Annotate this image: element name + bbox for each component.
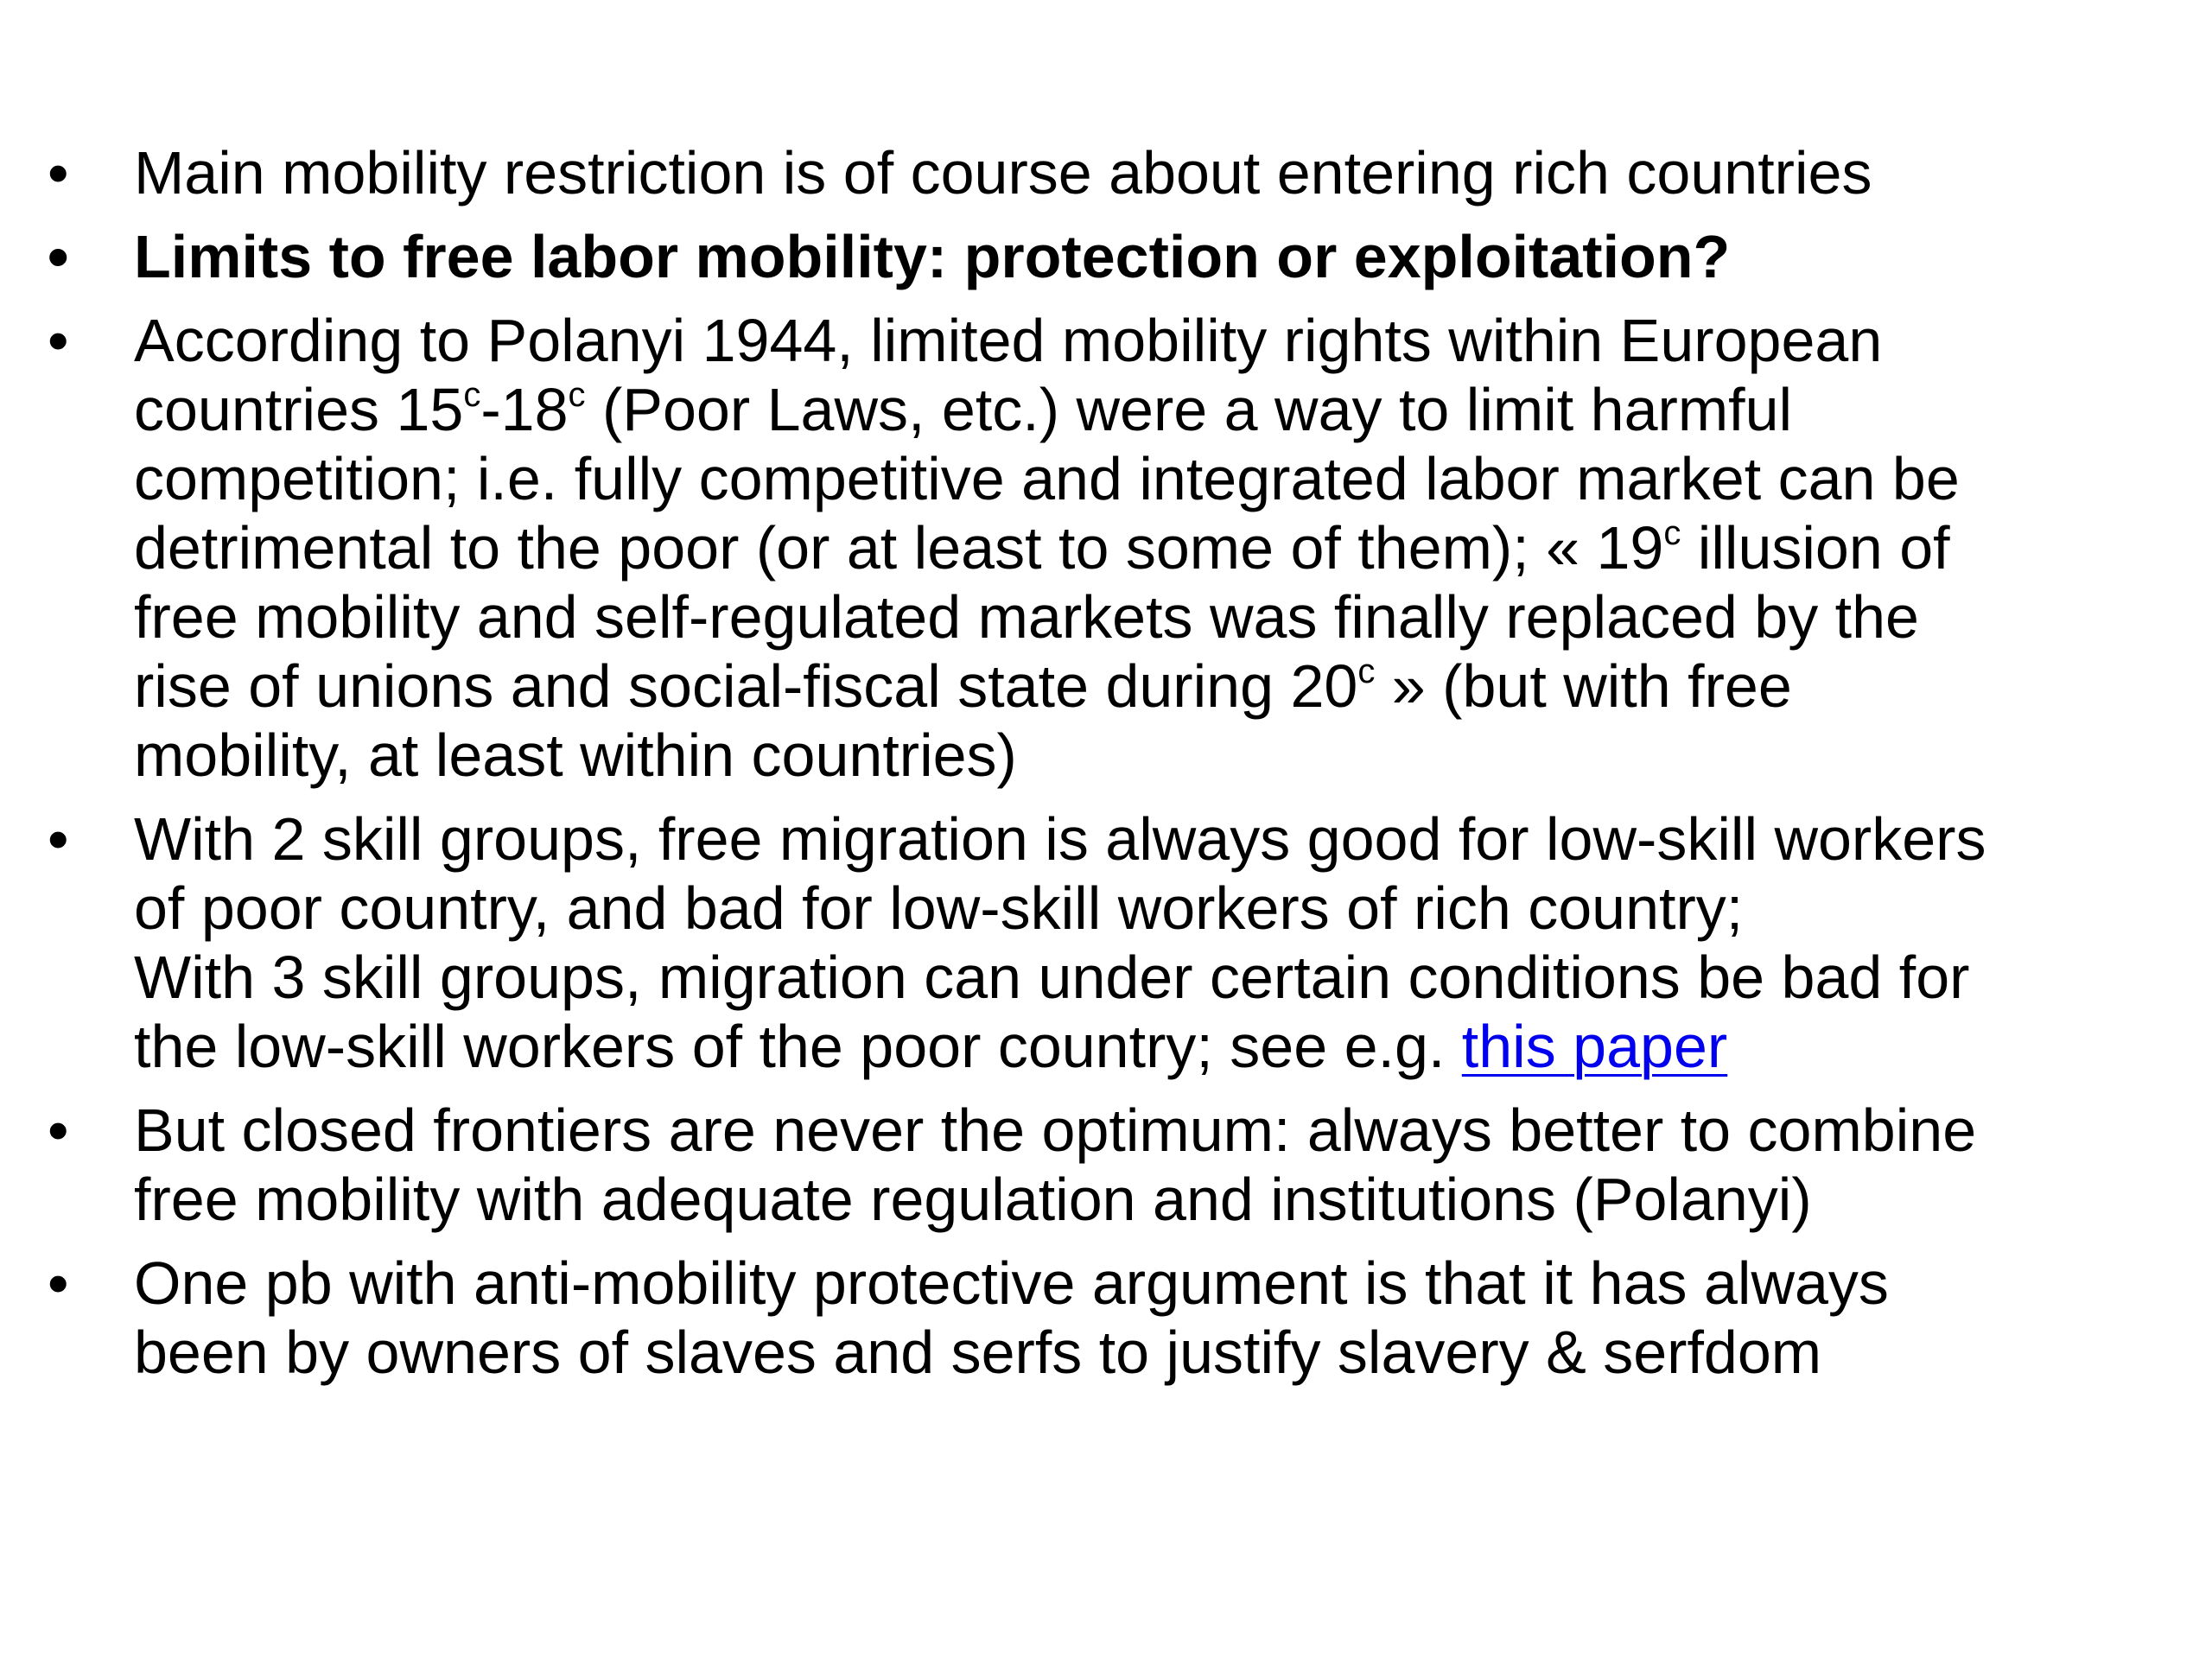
- text-span: illusion of: [1681, 514, 1950, 582]
- superscript: c: [1357, 652, 1376, 690]
- superscript: c: [1663, 514, 1681, 552]
- bullet-icon: •: [48, 1096, 69, 1164]
- bullet-icon: •: [48, 805, 69, 873]
- bullet-item-6: [48, 1249, 2173, 1387]
- bullet-list: [48, 138, 2173, 1402]
- bullet-line: [134, 652, 2173, 721]
- bullet-item-5: [48, 1096, 2173, 1234]
- bullet-icon: •: [48, 1249, 69, 1317]
- bullet-text-bold: Limits to free labor mobility: protection or exploitation?: [134, 223, 1731, 290]
- bullet-line: [134, 375, 2173, 444]
- bullet-line: With 2 skill groups, free migration is always good for low-skill workers: [134, 805, 1986, 873]
- this-paper-link[interactable]: this paper: [1461, 1013, 1728, 1080]
- superscript: c: [463, 376, 481, 414]
- bullet-icon: •: [48, 307, 69, 374]
- bullet-text: Main mobility restriction is of course about entering rich countries: [134, 139, 1872, 207]
- bullet-line: free mobility with adequate regulation and institutions (Polanyi): [134, 1166, 1812, 1233]
- text-span: (Poor Laws, etc.) were a way to limit harmful: [585, 376, 1793, 443]
- text-span: countries 15: [134, 376, 464, 443]
- bullet-line: One pb with anti-mobility protective argument is that it has always: [134, 1249, 1889, 1317]
- bullet-line: been by owners of slaves and serfs to justify slavery & serfdom: [134, 1319, 1822, 1386]
- bullet-line: [134, 1012, 2173, 1081]
- bullet-line: According to Polanyi 1944, limited mobility rights within European: [134, 307, 1883, 374]
- bullet-item-3: [48, 306, 2173, 790]
- bullet-line: free mobility and self-regulated markets was finally replaced by the: [134, 583, 1919, 651]
- bullet-line: With 3 skill groups, migration can under certain conditions be bad for: [134, 944, 1970, 1011]
- bullet-line: of poor country, and bad for low-skill workers of rich country;: [134, 874, 1744, 942]
- bullet-item-1: [48, 138, 2173, 207]
- bullet-icon: •: [48, 223, 69, 290]
- text-span: -18: [480, 376, 569, 443]
- bullet-line: mobility, at least within countries): [134, 721, 1017, 789]
- bullet-item-4: [48, 804, 2173, 1081]
- text-span: » (but with free: [1375, 652, 1792, 720]
- bullet-line: [134, 513, 2173, 582]
- bullet-line: competition; i.e. fully competitive and integrated labor market can be: [134, 445, 1960, 512]
- text-span: the low-skill workers of the poor country; see e.g.: [134, 1013, 1462, 1080]
- text-span: rise of unions and social-fiscal state during 20: [134, 652, 1358, 720]
- superscript: c: [568, 376, 586, 414]
- text-span: detrimental to the poor (or at least to some of them); « 19: [134, 514, 1664, 582]
- bullet-item-2: [48, 222, 2173, 291]
- bullet-line: But closed frontiers are never the optimum: always better to combine: [134, 1096, 1977, 1164]
- bullet-icon: •: [48, 139, 69, 207]
